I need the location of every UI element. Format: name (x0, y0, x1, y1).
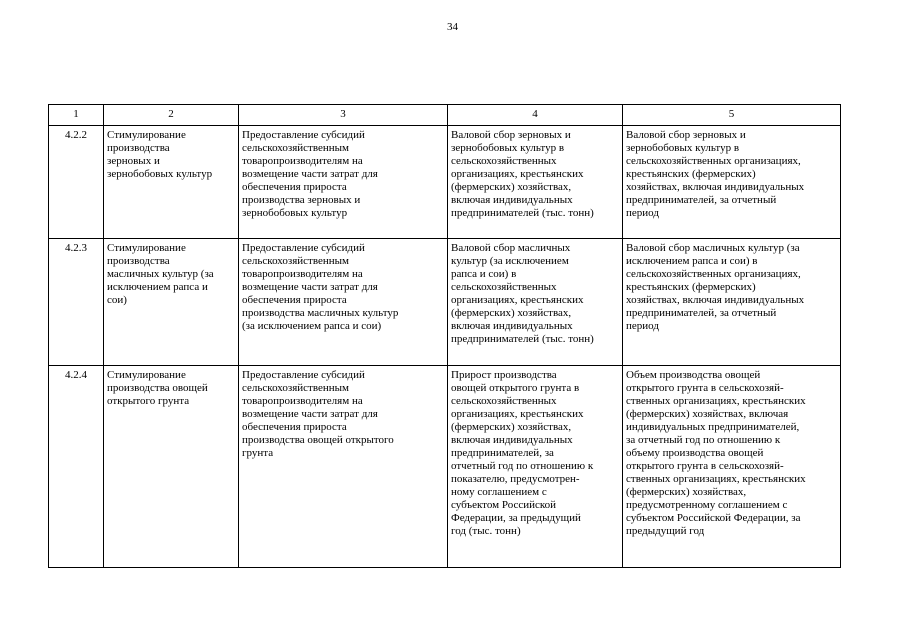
table-row (49, 239, 841, 366)
column-header: 4 (448, 105, 623, 126)
result-cell: Объем производства овощей открытого грунта в сельскохозяй- ственных организациях, крестьянских (фермерских) хозяйствах, включая индивидуальных предпринимателей, за отчетный год по отношению к объему производства овощей открытого грунта в сельскохозяй- ственных организациях, крестьянских (фермерских) хозяйствах, предусмотренному соглашением с субъектом Российской Федерации, за предыдущий год (623, 366, 841, 568)
row-number-cell: 4.2.2 (49, 126, 104, 239)
indicator-cell: Прирост производства овощей открытого грунта в сельскохозяйственных организациях, крестьянских (фермерских) хозяйствах, включая индивидуальных предпринимателей, за отчетный год по отношению к показателю, предусмотрен- ному соглашением с субъектом Российской Федерации, за предыдущий год (тыс. тонн) (448, 366, 623, 568)
measure-name-cell: Стимулирование производства овощей открытого грунта (104, 366, 239, 568)
measure-description-cell: Предоставление субсидий сельскохозяйственным товаропроизводителям на возмещение части затрат для обеспечения прироста производства масличных культур (за исключением рапса и сои) (239, 239, 448, 366)
result-cell: Валовой сбор масличных культур (за исключением рапса и сои) в сельскохозяйственных организациях, крестьянских (фермерских) хозяйствах, включая индивидуальных предпринимателей, за отчетный период (623, 239, 841, 366)
column-header: 2 (104, 105, 239, 126)
row-number-cell: 4.2.4 (49, 366, 104, 568)
column-header: 3 (239, 105, 448, 126)
column-header: 5 (623, 105, 841, 126)
measure-name-cell: Стимулирование производства масличных культур (за исключением рапса и сои) (104, 239, 239, 366)
measure-description-cell: Предоставление субсидий сельскохозяйственным товаропроизводителям на возмещение части затрат для обеспечения прироста производства зерновых и зернобобовых культур (239, 126, 448, 239)
result-cell: Валовой сбор зерновых и зернобобовых культур в сельскохозяйственных организациях, крестьянских (фермерских) хозяйствах, включая индивидуальных предпринимателей, за отчетный период (623, 126, 841, 239)
measure-name-cell: Стимулирование производства зерновых и зернобобовых культур (104, 126, 239, 239)
column-header: 1 (49, 105, 104, 126)
indicator-cell: Валовой сбор зерновых и зернобобовых культур в сельскохозяйственных организациях, крестьянских (фермерских) хозяйствах, включая индивидуальных предпринимателей (тыс. тонн) (448, 126, 623, 239)
measure-description-cell: Предоставление субсидий сельскохозяйственным товаропроизводителям на возмещение части затрат для обеспечения прироста производства овощей открытого грунта (239, 366, 448, 568)
table-header-row (49, 105, 841, 126)
program-measures-table (48, 104, 841, 568)
page-number: 34 (447, 21, 458, 33)
indicator-cell: Валовой сбор масличных культур (за исключением рапса и сои) в сельскохозяйственных организациях, крестьянских (фермерских) хозяйствах, включая индивидуальных предпринимателей (тыс. тонн) (448, 239, 623, 366)
table-row (49, 366, 841, 568)
table-row (49, 126, 841, 239)
row-number-cell: 4.2.3 (49, 239, 104, 366)
